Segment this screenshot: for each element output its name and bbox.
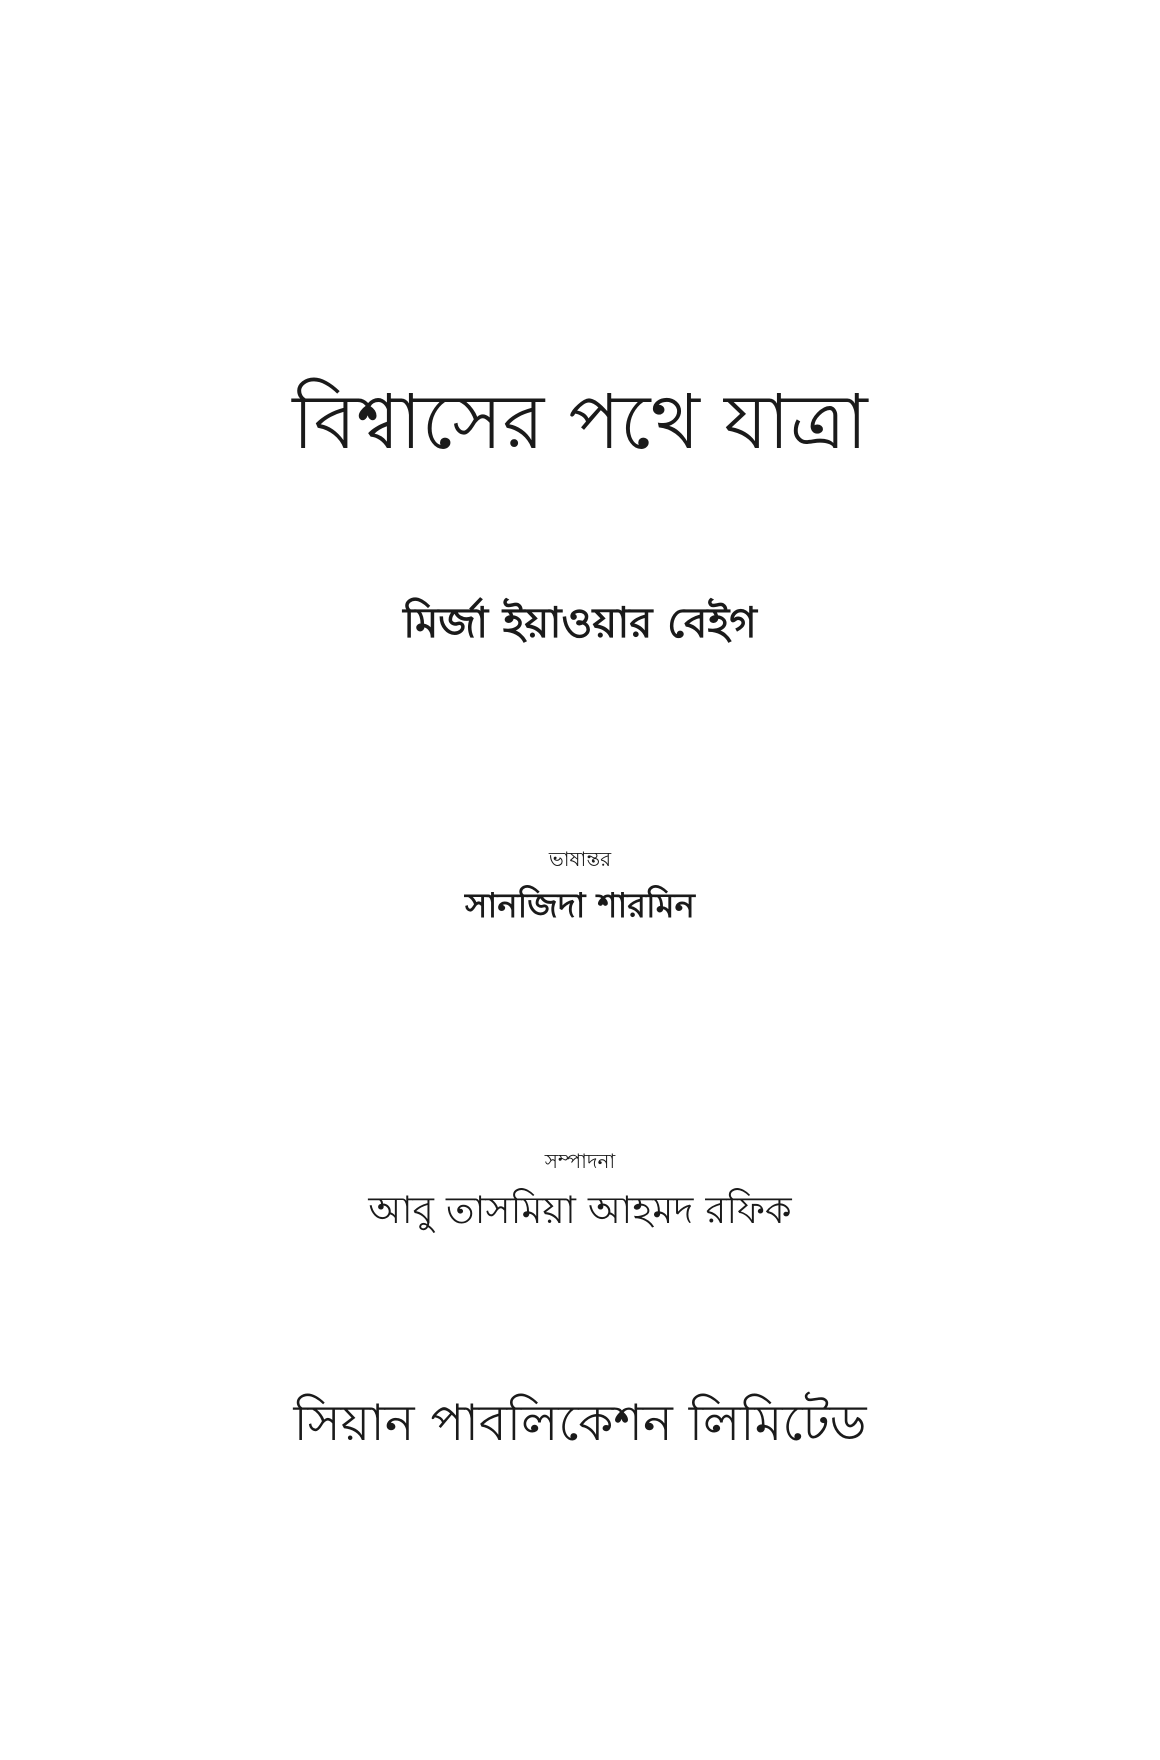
editor-label: সম্পাদনা [544, 1149, 616, 1173]
editor-name: আবু তাসমিয়া আহমদ রফিক [368, 1188, 792, 1232]
book-title: বিশ্বাসের পথে যাত্রা [292, 377, 868, 466]
publisher-name: সিয়ান পাবলিকেশন লিমিটেড [293, 1394, 867, 1452]
translator-label: ভাষান্তর [548, 847, 612, 871]
translator-name: সানজিদা শারমিন [465, 886, 695, 926]
author-name: মির্জা ইয়াওয়ার বেইগ [403, 598, 757, 647]
